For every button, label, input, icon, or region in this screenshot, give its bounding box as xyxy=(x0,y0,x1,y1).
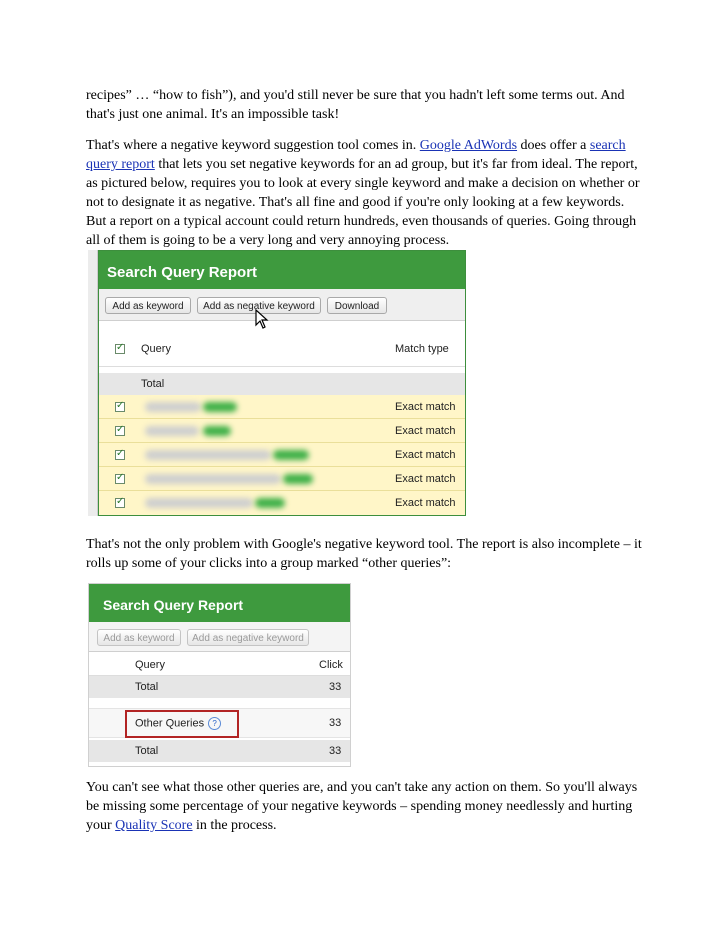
row-checkbox[interactable] xyxy=(115,450,125,460)
search-query-report-link[interactable]: search query report xyxy=(86,138,626,172)
column-header-row xyxy=(99,333,465,367)
quality-score-link[interactable]: Quality Score xyxy=(115,818,193,833)
paragraph-text: You can't see what those other queries are, and you can't take any action on them. So you'll always be missing some percentage of your negative keywords – spending money needlessly and hurting your xyxy=(86,780,638,833)
add-as-keyword-button[interactable]: Add as keyword xyxy=(97,629,181,646)
paragraph-text: does offer a xyxy=(517,138,590,153)
row-checkbox[interactable] xyxy=(115,426,125,436)
row-checkbox[interactable] xyxy=(115,402,125,412)
row-checkbox[interactable] xyxy=(115,498,125,508)
table-row xyxy=(99,443,465,467)
match-type-column-header[interactable]: Match type xyxy=(395,343,449,355)
report-toolbar xyxy=(99,289,465,321)
paragraph-search-query-report xyxy=(86,136,646,250)
other-queries-text: Other Queries xyxy=(135,717,205,730)
help-icon[interactable]: ? xyxy=(208,717,221,730)
match-type-cell: Exact match xyxy=(395,401,456,413)
total-label: Total xyxy=(141,378,165,390)
redacted-query xyxy=(145,426,199,436)
match-type-cell: Exact match xyxy=(395,497,456,509)
row-checkbox[interactable] xyxy=(115,474,125,484)
match-type-cell: Exact match xyxy=(395,449,456,461)
redacted-query xyxy=(145,498,253,508)
table-row xyxy=(99,419,465,443)
add-as-keyword-button[interactable]: Add as keyword xyxy=(105,297,191,314)
other-queries-screenshot xyxy=(88,583,351,767)
paragraph-text: that lets you set negative keywords for an ad group, but it's far from ideal. The report, as pictured below, requires you to look at every single keyword and make a decision on whether or not to designate it as negative. That's all fine and good if you're only looking at a few keywords. But a report on a typical account could return hundreds, even thousands of queries. Going through all of them is going to be a very long and very annoying process. xyxy=(86,157,640,248)
add-as-negative-keyword-button[interactable]: Add as negative keyword xyxy=(187,629,309,646)
total-row xyxy=(89,676,350,698)
paragraph-conclusion xyxy=(86,778,646,835)
search-query-report-screenshot xyxy=(88,250,466,516)
report-toolbar xyxy=(89,622,350,652)
total-clicks: 33 xyxy=(329,745,342,757)
match-type-cell: Exact match xyxy=(395,473,456,485)
redacted-query xyxy=(145,474,281,484)
report-title: Search Query Report xyxy=(99,257,465,289)
paragraph-text: in the process. xyxy=(192,818,277,833)
redacted-query xyxy=(203,402,237,412)
mouse-pointer-icon xyxy=(255,309,269,329)
redacted-query xyxy=(203,426,231,436)
spacer-row xyxy=(89,698,350,708)
redacted-query xyxy=(255,498,285,508)
clicks-column-header[interactable]: Click xyxy=(319,659,343,671)
redacted-query xyxy=(145,402,201,412)
report-panel xyxy=(98,250,466,516)
match-type-cell: Exact match xyxy=(395,425,456,437)
total-label: Total xyxy=(135,745,159,757)
redacted-query xyxy=(145,450,271,460)
total-clicks: 33 xyxy=(329,681,342,693)
total-row xyxy=(99,373,465,395)
paragraph-text: That's where a negative keyword suggestion tool comes in. xyxy=(86,138,420,153)
table-row xyxy=(99,395,465,419)
column-header-row xyxy=(89,654,350,676)
table-row xyxy=(99,467,465,491)
google-adwords-link[interactable]: Google AdWords xyxy=(419,138,518,153)
total-label: Total xyxy=(135,681,159,693)
report-title: Search Query Report xyxy=(89,584,350,622)
total-row xyxy=(89,740,350,762)
red-highlight-box xyxy=(125,710,239,738)
table-row xyxy=(99,491,465,515)
add-as-negative-keyword-button[interactable]: Add as negative keyword xyxy=(197,297,321,314)
left-edge-strip xyxy=(88,250,98,516)
paragraph-other-queries: That's not the only problem with Google's negative keyword tool. The report is also incomplete – it rolls up some of your clicks into a group marked “other queries”: xyxy=(86,537,642,571)
redacted-query xyxy=(273,450,309,460)
download-button[interactable]: Download xyxy=(327,297,387,314)
query-column-header[interactable]: Query xyxy=(135,659,165,671)
other-queries-clicks: 33 xyxy=(329,717,342,729)
redacted-query xyxy=(283,474,313,484)
select-all-checkbox[interactable] xyxy=(115,344,125,354)
query-column-header[interactable]: Query xyxy=(141,343,171,355)
paragraph-intro: recipes” … “how to fish”), and you'd still never be sure that you hadn't left some terms out. And that's just one animal. It's an impossible task! xyxy=(86,88,625,122)
